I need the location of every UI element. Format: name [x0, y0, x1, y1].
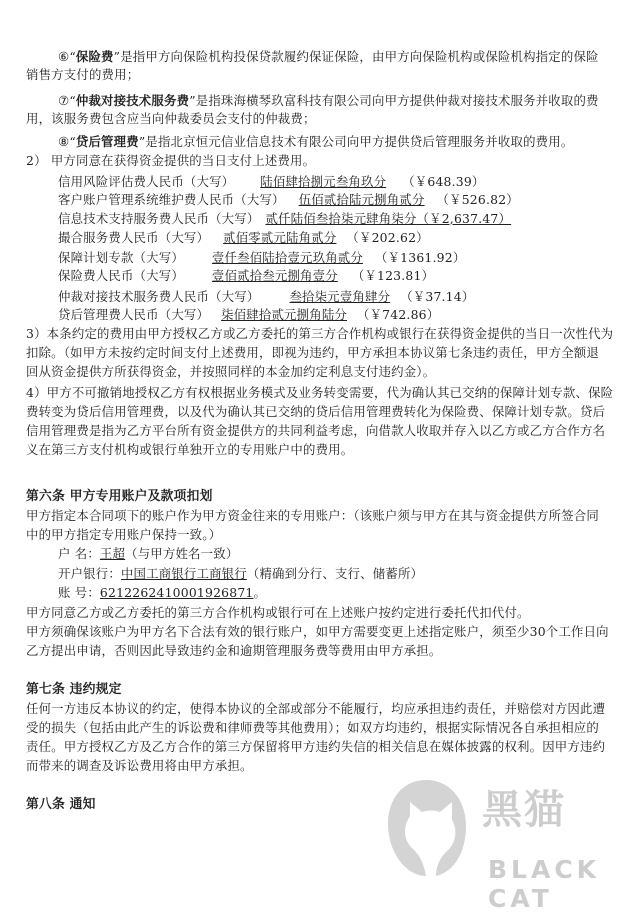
fee-item-7-line-1: ⑦“仲裁对接技术服务费”是指珠海横琴玖富科技有限公司向甲方提供仲裁对接技术服务并收取的费	[58, 93, 599, 108]
fee-amount-words: 贰佰零贰元陆角贰分	[223, 230, 337, 245]
fee-amount-number: （￥123.81）	[351, 268, 435, 283]
clause-4-line: 义在第三方支付机构或银行单独开立的专用账户中的费用。	[26, 442, 354, 457]
account-name-value: 王超	[99, 546, 126, 561]
clause-3-line: 回从资金提供方所获得资金，并按照同样的本金加约定利息支付违约金）。	[26, 364, 436, 379]
fee-row	[58, 250, 465, 266]
clause-3-line: 3）本条约定的费用由甲方授权乙方或乙方委托的第三方合作机构或银行在获得资金提供的当日一次性代为	[26, 326, 614, 341]
fee-amount-words: 壹佰贰拾叁元捌角壹分	[211, 268, 338, 283]
fee-label: 保险费人民币（大写）	[58, 268, 184, 283]
account-bank-value: 中国工商银行工商银行	[120, 566, 247, 581]
term-post-loan-fee: 贷后管理费	[75, 134, 139, 149]
fee-row	[58, 192, 519, 208]
item-number: ⑦	[58, 93, 70, 108]
account-name-row	[58, 546, 238, 562]
fee-amount-words: 壹仟叁佰陆拾壹元玖角贰分	[211, 250, 363, 265]
fee-row	[58, 307, 439, 323]
fee-label: 仲裁对接技术服务费人民币（大写）	[58, 289, 260, 304]
clause-4-line: 费转变为贷后信用管理费，以及代为确认其已交纳的贷后信用管理费转化为保险费、保障计划专款。贷后	[26, 404, 606, 419]
account-name-label: 户 名：	[58, 546, 100, 561]
fee-amount-number: （￥526.82）	[436, 192, 519, 207]
fee-amount-number: （￥202.62）	[346, 230, 429, 245]
article-6-heading: 第六条 甲方专用账户及款项扣划	[26, 489, 213, 504]
term-arbitration-fee: 仲裁对接技术服务费	[75, 93, 190, 108]
account-bank-label: 开户银行：	[58, 566, 121, 581]
fee-label: 贷后管理费人民币（大写）	[58, 307, 210, 322]
fee-item-6-line-1: ⑥“保险费”是指甲方向保险机构投保贷款履约保证保险，由甲方向保险机构或保险机构指定的保险	[58, 49, 599, 64]
clause-2-intro: 2） 甲方同意在获得资金提供的当日支付上述费用。	[26, 153, 316, 168]
term-insurance-fee: 保险费	[75, 49, 114, 64]
fee-amount-words: 贰仟陆佰叁拾柒元肆角柒分	[265, 211, 417, 226]
fee-label: 保障计划专款（大写）	[58, 250, 184, 265]
fee-amount-words: 陆佰肆拾捌元叁角玖分	[260, 174, 387, 189]
account-number-row: 账 号：6212262410001926871。	[58, 585, 267, 600]
fee-row	[58, 174, 485, 190]
fee-amount-number: （￥2,637.47）	[416, 211, 512, 226]
watermark-chinese-text: 黑猫	[482, 787, 566, 833]
item-number: ⑥	[58, 49, 70, 64]
account-bank-note: （精确到分行、支行、储蓄所）	[246, 566, 424, 581]
clause-3-line: 扣除。（如甲方未按约定时间支付上述费用，即视为违约，甲方承担本协议第七条违约责任，甲方全额退	[26, 345, 599, 360]
fee-amount-number: （￥648.39）	[402, 174, 485, 189]
fee-item-7-line-2: 用，该服务费包含应当向仲裁委员会支付的仲裁费；	[26, 111, 316, 126]
fee-row	[58, 289, 474, 305]
account-number-value: 6212262410001926871	[99, 585, 254, 600]
article-7-paragraph-line: 任何一方违反本协议的约定，使得本协议的全部或部分不能履行，均应承担违约责任，并赔偿对方因此遭	[26, 701, 606, 716]
watermark-english-text: BLACK CAT	[488, 855, 601, 913]
article-6-paragraph-line: 甲方须确保该账户为甲方名下合法有效的银行账户，如甲方需要变更上述指定账户，须至少30个工作日向	[26, 624, 609, 639]
article-6-paragraph-line: 乙方提出申请，否则因此导致违约金和逾期管理服务费等费用由甲方承担。	[26, 643, 442, 658]
article-6-paragraph-line: 中的甲方指定专用账户保持一致。）	[26, 527, 222, 542]
fee-label: 信用风险评估费人民币（大写）	[58, 174, 235, 189]
item-number: ⑧	[58, 134, 70, 149]
fee-amount-number: （￥1361.92）	[375, 250, 466, 265]
fee-row	[58, 268, 434, 284]
black-cat-logo-icon	[380, 772, 472, 882]
fee-amount-words: 柒佰肆拾贰元捌角陆分	[221, 307, 347, 322]
article-8-heading: 第八条 通知	[26, 797, 96, 812]
fee-amount-words: 叁拾柒元壹角肆分	[289, 289, 391, 304]
account-name-note: （与甲方姓名一致）	[125, 546, 239, 561]
fee-label: 信息技术支持服务费人民币（大写）	[58, 211, 260, 226]
article-7-paragraph-line: 而带来的调查及诉讼费用将由甲方承担。	[26, 758, 253, 773]
clause-4-line: 信用管理费是指为乙方平台所有资金提供方的共同利益考虑，向借款人收取并存入以乙方或乙方合作方名	[26, 423, 606, 438]
article-6-paragraph-line: 甲方同意乙方或乙方委托的第三方合作机构或银行可在上述账户按约定进行委托代扣代付。	[26, 605, 530, 620]
article-7-paragraph-line: 受的损失（包括由此产生的诉讼费和律师费等其他费用）；如双方均违约，根据实际情况各自承担相应的	[26, 720, 599, 735]
article-7-paragraph-line: 责任。甲方授权乙方及乙方合作的第三方保留将甲方违约失信的相关信息在媒体披露的权利。因甲方违约	[26, 739, 606, 754]
fee-row	[58, 230, 429, 246]
fee-amount-words: 伍佰贰拾陆元捌角贰分	[298, 192, 425, 207]
fee-amount-number: （￥37.14）	[400, 289, 475, 304]
fee-amount-number: （￥742.86）	[357, 307, 440, 322]
fee-item-6-line-2: 销售方支付的费用；	[26, 67, 140, 82]
fee-label: 客户账户管理系统维护费人民币（大写）	[58, 192, 285, 207]
fee-item-8-line-1: ⑧“贷后管理费”是指北京恒元信业信息技术有限公司向甲方提供贷后管理服务并收取的费用。	[58, 134, 574, 149]
fee-row	[58, 211, 511, 227]
fee-label: 撮合服务费人民币（大写）	[58, 230, 210, 245]
account-bank-row	[58, 566, 423, 582]
clause-4-line: 4）甲方不可撤销地授权乙方有权根据业务模式及业务转变需要，代为确认其已交纳的保障计划专款、保险	[26, 385, 614, 400]
article-6-paragraph-line: 甲方指定本合同项下的账户作为甲方资金往来的专用账户：（该账户须与甲方在其与资金提供方所签合同	[26, 508, 599, 523]
account-number-label: 账 号：	[58, 585, 100, 600]
article-7-heading: 第七条 违约规定	[26, 682, 122, 697]
